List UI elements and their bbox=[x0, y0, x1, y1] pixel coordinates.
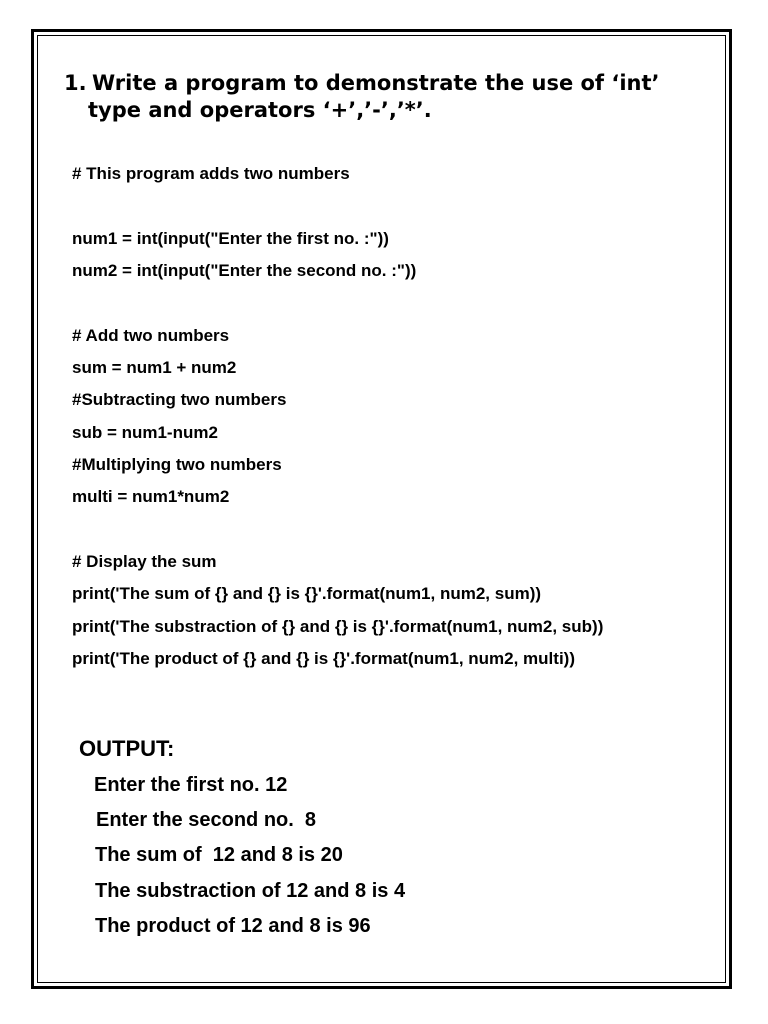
question-line-1: Write a program to demonstrate the use of ‘int’ bbox=[92, 71, 660, 95]
code-print-sum: print('The sum of {} and {} is {}'.format(num1, num2, sum)) bbox=[72, 584, 542, 603]
code-sub: sub = num1-num2 bbox=[72, 423, 218, 442]
output-line-3: The sum of 12 and 8 is 20 bbox=[95, 844, 343, 866]
output-title: OUTPUT: bbox=[79, 736, 175, 761]
code-num2: num2 = int(input("Enter the second no. :")) bbox=[72, 261, 417, 280]
code-comment-add: # Add two numbers bbox=[72, 326, 230, 345]
output-line-2: Enter the second no. 8 bbox=[96, 809, 317, 831]
code-print-product: print('The product of {} and {} is {}'.format(num1, num2, multi)) bbox=[72, 649, 575, 668]
question-line-2: type and operators ‘+’,’-’,’*’. bbox=[88, 98, 432, 122]
code-multi: multi = num1*num2 bbox=[72, 487, 230, 506]
code-comment-display: # Display the sum bbox=[72, 552, 217, 571]
code-sum: sum = num1 + num2 bbox=[72, 358, 237, 377]
code-print-sub: print('The substraction of {} and {} is {}'.format(num1, num2, sub)) bbox=[72, 617, 604, 636]
output-line-1: Enter the first no. 12 bbox=[94, 774, 288, 796]
code-num1: num1 = int(input("Enter the first no. :")) bbox=[72, 229, 389, 248]
output-line-4: The substraction of 12 and 8 is 4 bbox=[95, 880, 406, 902]
code-comment-adds: # This program adds two numbers bbox=[72, 164, 350, 183]
code-comment-sub: #Subtracting two numbers bbox=[72, 390, 287, 409]
output-line-5: The product of 12 and 8 is 96 bbox=[95, 915, 371, 937]
code-comment-mul: #Multiplying two numbers bbox=[72, 455, 282, 474]
question-number: 1. bbox=[64, 71, 87, 95]
question-heading bbox=[64, 70, 734, 124]
